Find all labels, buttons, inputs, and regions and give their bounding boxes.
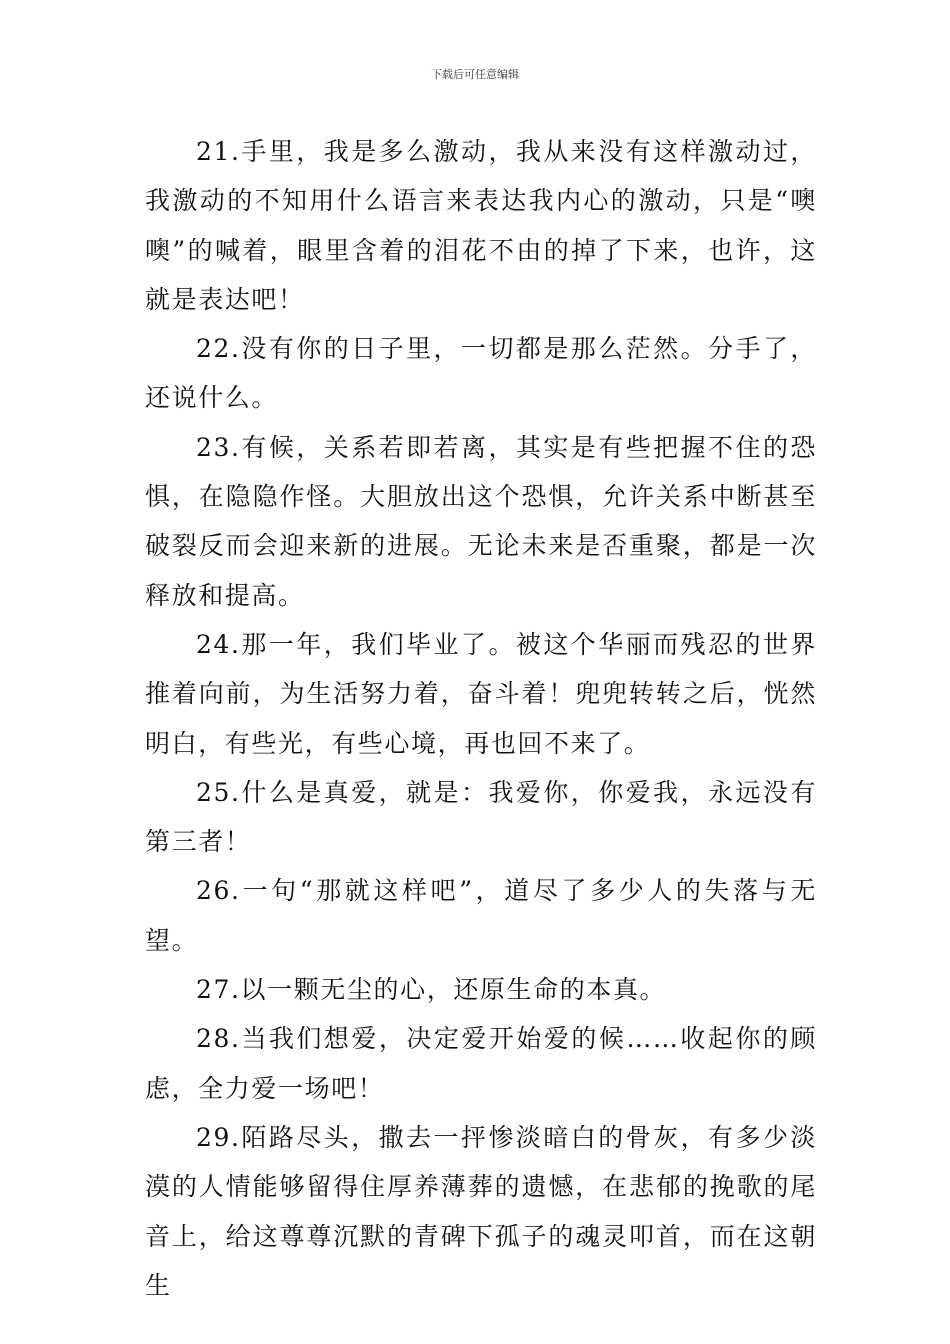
paragraph-29: 29.陌路尽头，撒去一抨惨淡暗白的骨灰，有多少淡漠的人情能够留得住厚养薄葬的遗憾，在悲郁的挽歌的尾音上，给这尊尊沉默的青碑下孤子的魂灵叩首，而在这朝生 — [145, 1122, 817, 1300]
paragraph-21: 21.手里，我是多么激动，我从来没有这样激动过，我激动的不知用什么语言来表达我内心的激动，只是“噢噢”的喊着，眼里含着的泪花不由的掉了下来，也许，这就是表达吧！ — [145, 137, 817, 314]
paragraph-23: 23.有候，关系若即若离，其实是有些把握不住的恐惧，在隐隐作怪。大胆放出这个恐惧，允许关系中断甚至破裂反而会迎来新的进展。无论未来是否重聚，都是一次释放和提高。 — [145, 432, 817, 610]
paragraph-26: 26.一句“那就这样吧”，道尽了多少人的失落与无望。 — [145, 876, 817, 955]
paragraph-27: 27.以一颗无尘的心，还原生命的本真。 — [196, 975, 667, 1005]
page-header: 下载后可任意编辑 — [431, 68, 519, 81]
paragraph-24: 24.那一年，我们毕业了。被这个华丽而残忍的世界推着向前，为生活努力着，奋斗着！兜兜转转之后，恍然明白，有些光，有些心境，再也回不来了。 — [145, 629, 817, 758]
paragraph-28: 28.当我们想爱，决定爱开始爱的候……收起你的顾虑，全力爱一场吧！ — [145, 1024, 817, 1103]
paragraph-25: 25.什么是真爱，就是：我爱你，你爱我，永远没有第三者！ — [145, 777, 817, 857]
document-body — [145, 127, 817, 1310]
paragraph-22: 22.没有你的日子里，一切都是那么茫然。分手了，还说什么。 — [145, 334, 817, 413]
